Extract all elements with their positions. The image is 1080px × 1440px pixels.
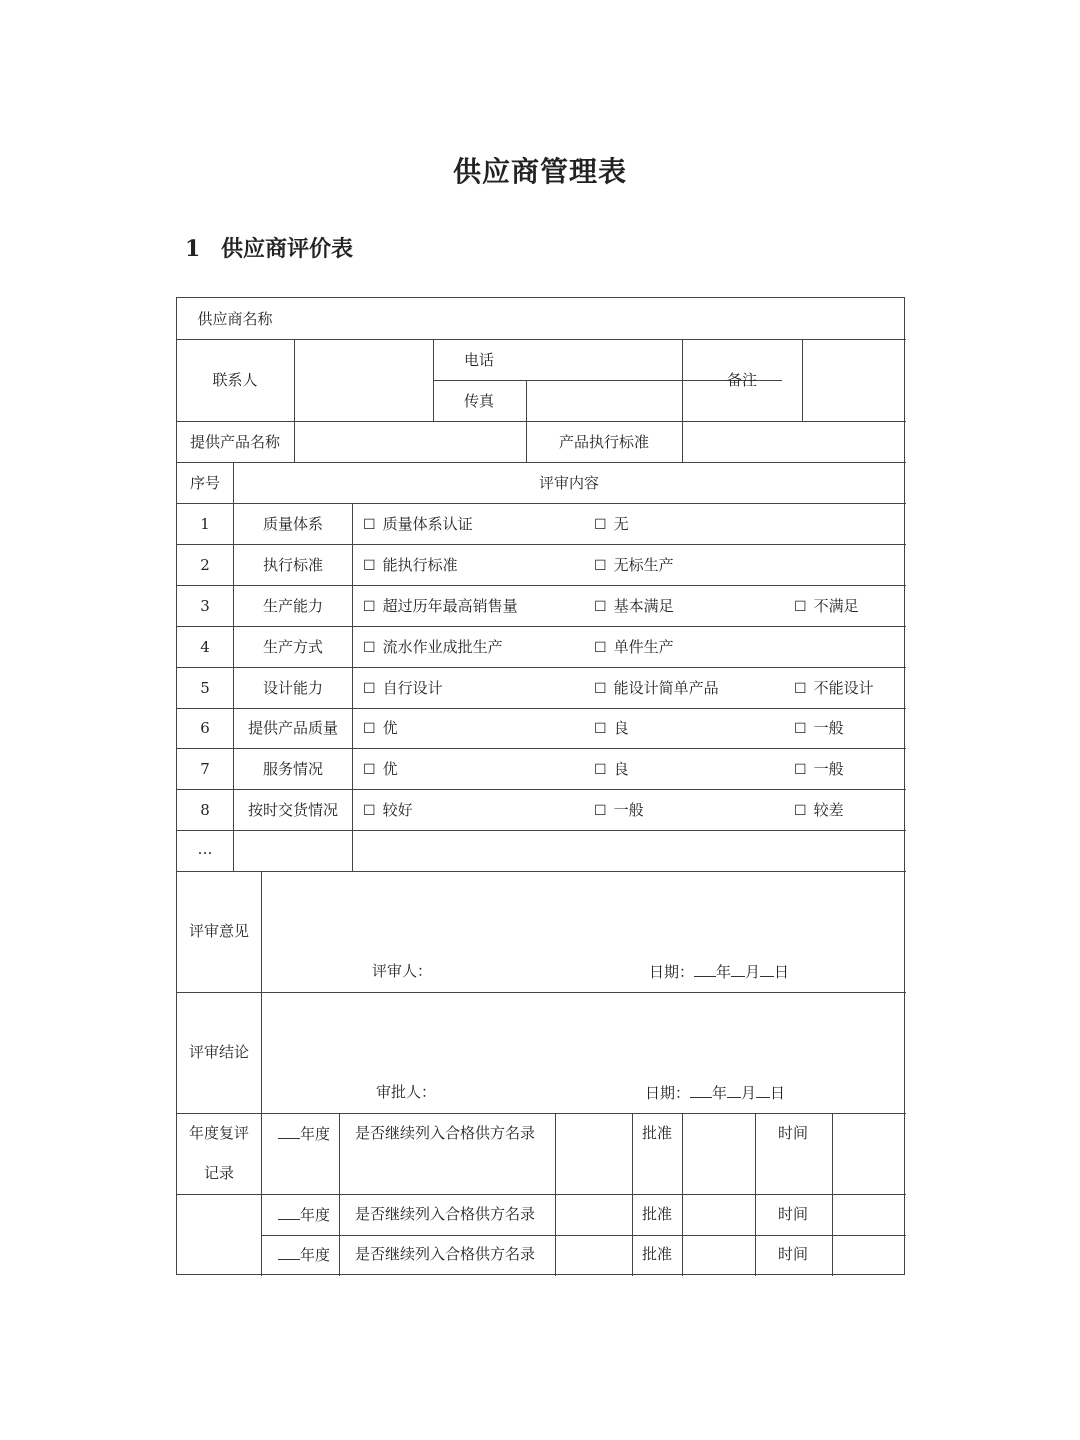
criteria-name: 执行标准 xyxy=(262,556,324,574)
criteria-index: 1 xyxy=(200,515,210,533)
criteria-option[interactable]: ☐ 能设计简单产品 xyxy=(594,679,719,698)
criteria-option[interactable]: ☐ 一般 xyxy=(794,760,844,779)
date-label: 日期： xyxy=(649,963,695,981)
phone-label: 电话 xyxy=(463,351,495,369)
criteria-option[interactable]: ☐ 较好 xyxy=(363,801,413,820)
annual-review-label: 年度复评 xyxy=(188,1124,250,1142)
criteria-option[interactable]: ☐ 流水作业成批生产 xyxy=(363,638,503,657)
criteria-name: 质量体系 xyxy=(262,515,324,533)
annual-approve: 批准 xyxy=(642,1245,673,1263)
annual-approve: 批准 xyxy=(642,1124,673,1142)
date-label: 日期： xyxy=(645,1084,691,1102)
review-opinion-label: 评审意见 xyxy=(188,922,250,940)
criteria-option[interactable]: ☐ 不满足 xyxy=(794,597,859,616)
criteria-option[interactable]: ☐ 一般 xyxy=(594,801,644,820)
remark-label: 备注 xyxy=(726,371,758,389)
criteria-index: 2 xyxy=(200,556,210,574)
section-title: 供应商评价表 xyxy=(221,236,354,262)
criteria-index: 4 xyxy=(200,638,210,656)
criteria-option[interactable]: ☐ 能执行标准 xyxy=(363,556,458,575)
criteria-name: 服务情况 xyxy=(262,760,324,778)
criteria-name: 按时交货情况 xyxy=(247,801,339,819)
criteria-index: 7 xyxy=(200,760,210,778)
criteria-option[interactable]: ☐ 不能设计 xyxy=(794,679,874,698)
annual-year: 年度 xyxy=(278,1124,330,1143)
criteria-option[interactable]: ☐ 较差 xyxy=(794,801,844,820)
annual-year: 年度 xyxy=(278,1205,330,1224)
criteria-option[interactable]: ☐ 一般 xyxy=(794,719,844,738)
year-label: 年 xyxy=(716,963,732,981)
criteria-name: 设计能力 xyxy=(262,679,324,697)
month-label: 月 xyxy=(745,963,761,981)
product-name-label: 提供产品名称 xyxy=(189,433,281,451)
criteria-option[interactable]: ☐ 无标生产 xyxy=(594,556,674,575)
day-label: 日 xyxy=(770,1084,786,1102)
approval-date xyxy=(645,1083,785,1102)
annual-time: 时间 xyxy=(778,1245,809,1263)
criteria-index: 6 xyxy=(200,719,210,737)
criteria-name: 提供产品质量 xyxy=(247,719,339,737)
supplier-name-label: 供应商名称 xyxy=(197,310,273,328)
section-heading xyxy=(185,232,353,263)
section-number: 1 xyxy=(185,236,201,262)
product-standard-label: 产品执行标准 xyxy=(558,433,650,451)
annual-question: 是否继续列入合格供方名录 xyxy=(355,1245,536,1263)
reviewer-label: 评审人： xyxy=(372,962,433,980)
annual-time: 时间 xyxy=(778,1205,809,1223)
page-title: 供应商管理表 xyxy=(452,155,627,188)
annual-approve: 批准 xyxy=(642,1205,673,1223)
ellipsis-row: … xyxy=(197,840,213,858)
day-label: 日 xyxy=(774,963,790,981)
annual-year: 年度 xyxy=(278,1245,330,1264)
criteria-option[interactable]: ☐ 良 xyxy=(594,760,629,779)
criteria-name: 生产能力 xyxy=(262,597,324,615)
criteria-index: 3 xyxy=(200,597,210,615)
index-header: 序号 xyxy=(189,474,221,492)
criteria-index: 8 xyxy=(200,801,210,819)
supplier-evaluation-table xyxy=(176,297,905,1275)
criteria-option[interactable]: ☐ 优 xyxy=(363,719,398,738)
annual-time: 时间 xyxy=(778,1124,809,1142)
criteria-option[interactable]: ☐ 基本满足 xyxy=(594,597,674,616)
criteria-option[interactable]: ☐ 无 xyxy=(594,515,629,534)
annual-question: 是否继续列入合格供方名录 xyxy=(355,1205,536,1223)
annual-review-label-2: 记录 xyxy=(203,1164,235,1182)
criteria-name: 生产方式 xyxy=(262,638,324,656)
criteria-option[interactable]: ☐ 自行设计 xyxy=(363,679,443,698)
criteria-option[interactable]: ☐ 优 xyxy=(363,760,398,779)
fax-label: 传真 xyxy=(463,392,495,410)
criteria-option[interactable]: ☐ 超过历年最高销售量 xyxy=(363,597,518,616)
month-label: 月 xyxy=(741,1084,757,1102)
review-content-header: 评审内容 xyxy=(538,474,600,492)
review-date xyxy=(649,962,789,981)
year-label: 年 xyxy=(712,1084,728,1102)
annual-question: 是否继续列入合格供方名录 xyxy=(355,1124,536,1142)
approver-label: 审批人： xyxy=(376,1083,437,1101)
criteria-option[interactable]: ☐ 单件生产 xyxy=(594,638,674,657)
criteria-index: 5 xyxy=(200,679,210,697)
review-conclusion-label: 评审结论 xyxy=(188,1043,250,1061)
contact-label: 联系人 xyxy=(212,371,258,389)
criteria-option[interactable]: ☐ 良 xyxy=(594,719,629,738)
criteria-option[interactable]: ☐ 质量体系认证 xyxy=(363,515,473,534)
